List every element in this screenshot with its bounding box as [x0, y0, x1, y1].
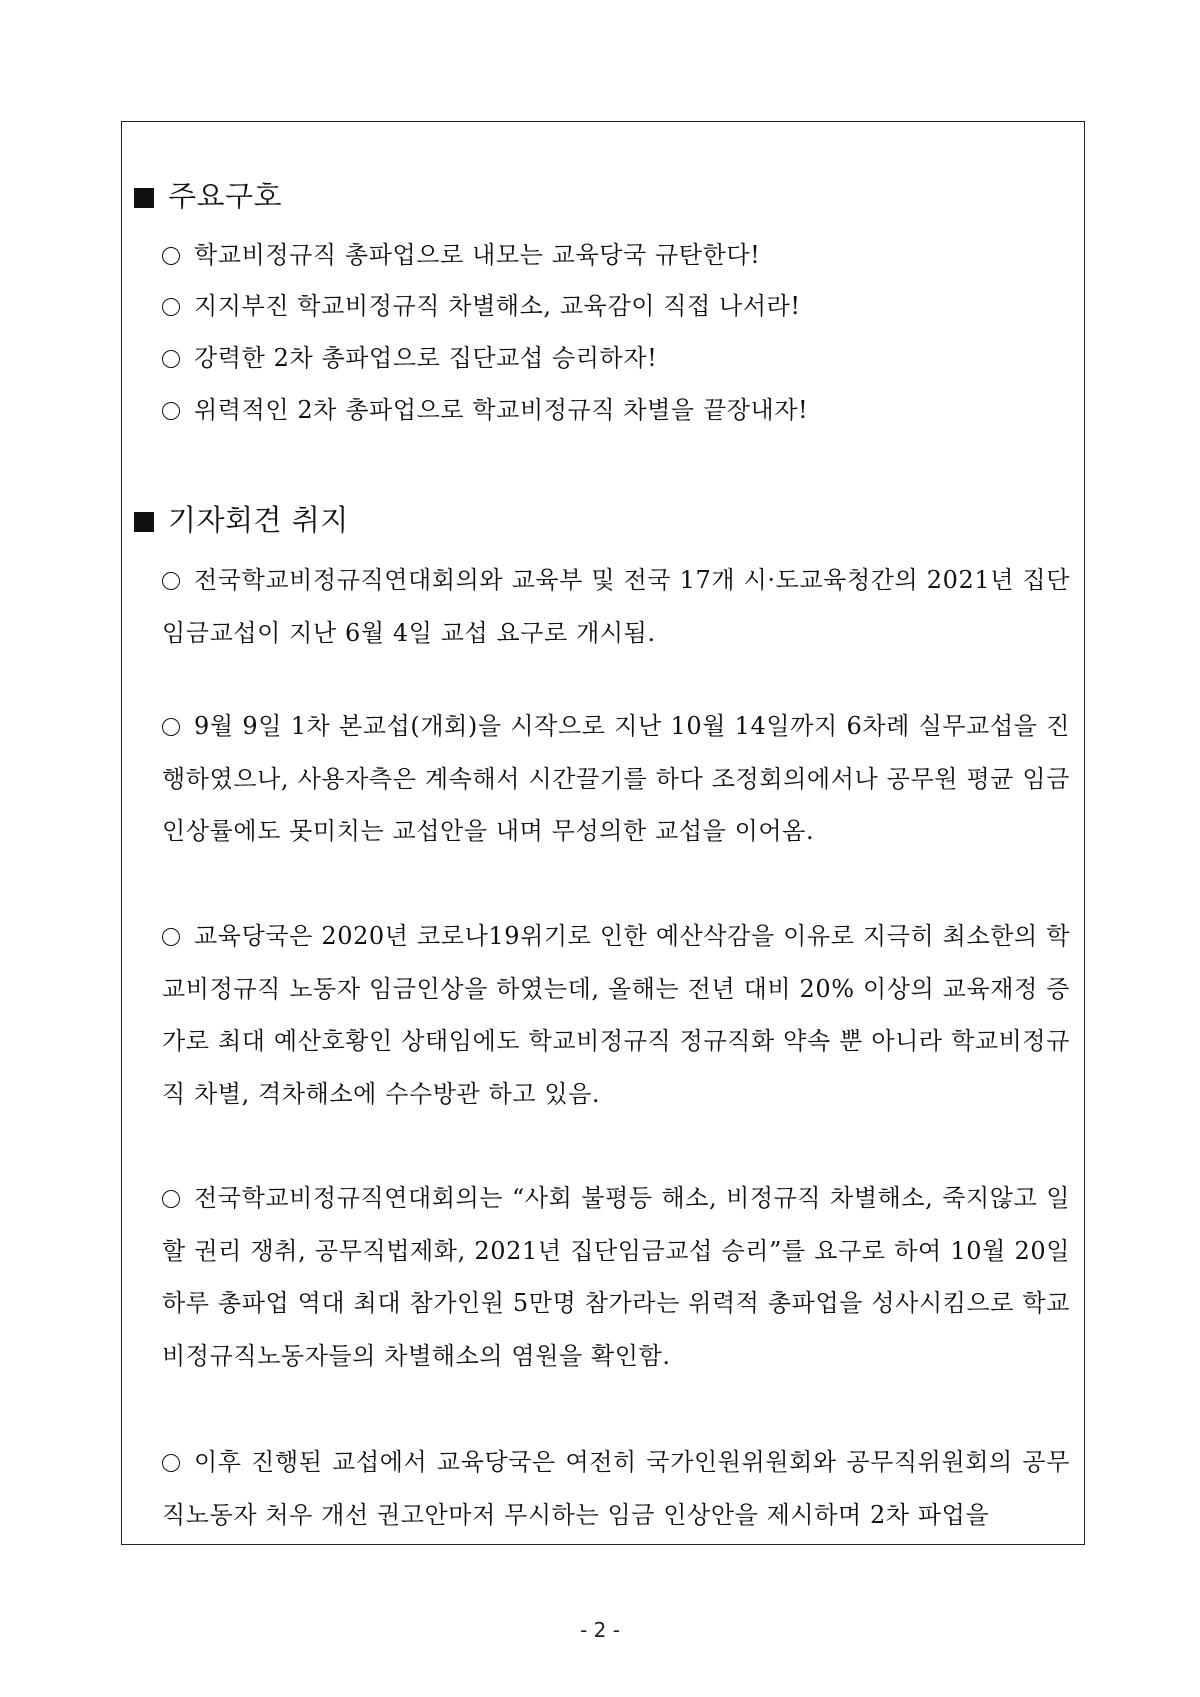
paragraph-text: 전국학교비정규직연대회의는 “사회 불평등 해소, 비정규직 차별해소, 죽지않고 일할 권리 쟁취, 공무직법제화, 2021년 집단임금교섭 승리”를 요구로 하여 10월 20일 하루 총파업 역대 최대 참가인원 5만명 참가라는 위력적 총파업을 성사시킴으로 학교비정규직노동자들의 차별해소의 염원을 확인함.	[162, 1184, 1070, 1370]
section-heading-text: 주요구호	[168, 179, 283, 213]
circle-bullet-icon	[162, 247, 180, 265]
section-heading-purpose	[134, 500, 349, 540]
content-frame	[121, 121, 1085, 1545]
page-number: - 2 -	[580, 1618, 620, 1642]
section-heading-slogans	[134, 176, 282, 216]
purpose-paragraph	[162, 910, 1070, 1120]
slogan-text: 위력적인 2차 총파업으로 학교비정규직 차별을 끝장내자!	[194, 396, 809, 424]
circle-bullet-icon	[162, 402, 180, 420]
section-heading-text: 기자회견 취지	[168, 503, 349, 537]
circle-bullet-icon	[162, 350, 180, 368]
black-square-bullet-icon	[134, 188, 154, 208]
circle-bullet-icon	[162, 1190, 180, 1208]
slogan-text: 학교비정규직 총파업으로 내모는 교육당국 규탄한다!	[194, 241, 761, 269]
slogan-item	[162, 288, 801, 324]
purpose-paragraph	[162, 1436, 1070, 1541]
paragraph-text: 9월 9일 1차 본교섭(개회)을 시작으로 지난 10월 14일까지 6차례 실무교섭을 진행하였으나, 사용자측은 계속해서 시간끌기를 하다 조정회의에서나 공무원 평균 임금인상률에도 못미치는 교섭안을 내며 무성의한 교섭을 이어옴.	[162, 712, 1070, 845]
purpose-paragraph	[162, 1172, 1070, 1382]
circle-bullet-icon	[162, 1454, 180, 1472]
slogan-item	[162, 237, 760, 273]
purpose-paragraph	[162, 700, 1070, 858]
slogan-text: 강력한 2차 총파업으로 집단교섭 승리하자!	[194, 344, 658, 372]
black-square-bullet-icon	[134, 512, 154, 532]
slogan-item	[162, 392, 808, 428]
paragraph-text: 교육당국은 2020년 코로나19위기로 인한 예산삭감을 이유로 지극히 최소한의 학교비정규직 노동자 임금인상을 하였는데, 올해는 전년 대비 20% 이상의 교육재정 증가로 최대 예산호황인 상태임에도 학교비정규직 정규직화 약속 뿐 아니라 학교비정규직 차별, 격차해소에 수수방관 하고 있음.	[162, 922, 1070, 1108]
slogan-text: 지지부진 학교비정규직 차별해소, 교육감이 직접 나서라!	[194, 292, 801, 320]
purpose-paragraph	[162, 554, 1070, 659]
circle-bullet-icon	[162, 572, 180, 590]
paragraph-text: 전국학교비정규직연대회의와 교육부 및 전국 17개 시·도교육청간의 2021년 집단임금교섭이 지난 6월 4일 교섭 요구로 개시됨.	[162, 566, 1070, 647]
circle-bullet-icon	[162, 928, 180, 946]
circle-bullet-icon	[162, 718, 180, 736]
paragraph-text: 이후 진행된 교섭에서 교육당국은 여전히 국가인원위원회와 공무직위원회의 공무직노동자 처우 개선 권고안마저 무시하는 임금 인상안을 제시하며 2차 파업을	[162, 1448, 1070, 1529]
circle-bullet-icon	[162, 298, 180, 316]
slogan-item	[162, 340, 657, 376]
